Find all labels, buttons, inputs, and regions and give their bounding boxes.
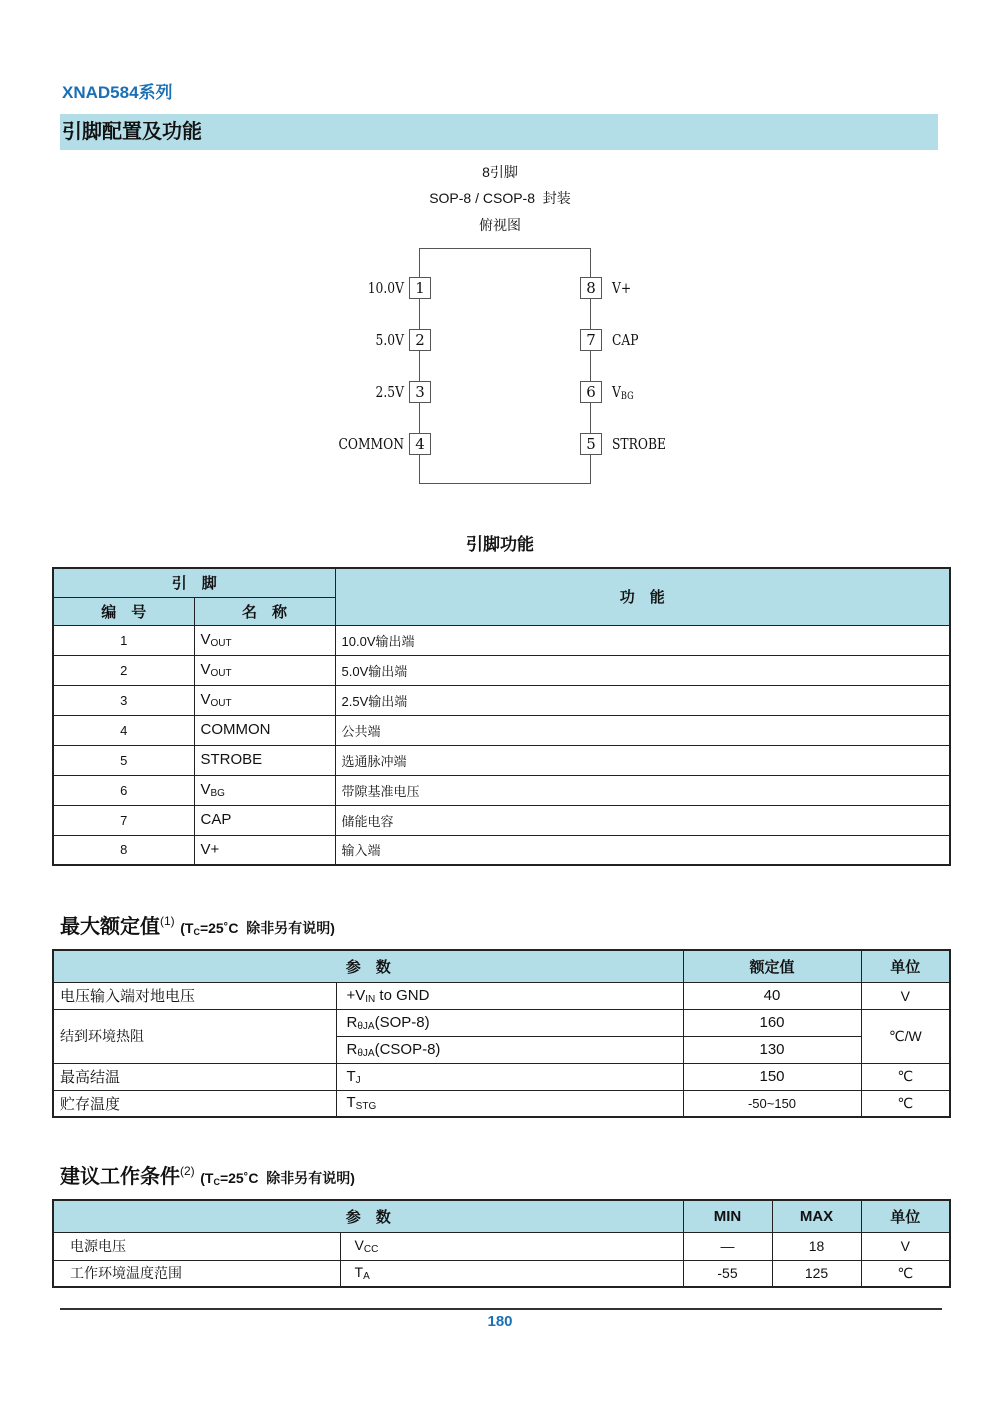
param-unit: ℃ (861, 1063, 950, 1090)
pin-3-box: 3 (409, 381, 431, 403)
table-row (53, 1063, 950, 1090)
header-parameter: 参 数 (53, 950, 683, 982)
table-row (53, 745, 950, 775)
pin-4-box: 4 (409, 433, 431, 455)
pin-name: $V_{OUT}$ (194, 685, 335, 715)
param-name: 贮存温度 (53, 1090, 336, 1117)
pin-function: 带隙基准电压 (335, 775, 950, 805)
pin-function: 10.0V输出端 (335, 625, 950, 655)
table-row (53, 1232, 950, 1260)
pin-name: V+ (194, 835, 335, 865)
header-min: MIN (683, 1200, 772, 1232)
param-name: 电压输入端对地电压 (53, 982, 336, 1009)
param-name: 结到环境热阻 (53, 1009, 336, 1063)
table-row (53, 1260, 950, 1287)
pin-number: 2 (53, 655, 194, 685)
table-row (53, 1009, 950, 1036)
table-row (53, 1090, 950, 1117)
table-row (53, 625, 950, 655)
pin-6-label: $V_{BG}$ (612, 383, 634, 402)
page-number: 180 (487, 1313, 513, 1330)
param-unit: V (861, 982, 950, 1009)
pin-number: 4 (53, 715, 194, 745)
pin-name: COMMON (194, 715, 335, 745)
section-title: 引脚配置及功能 (60, 114, 938, 150)
header-pin-number: 编 号 (53, 597, 194, 625)
pin-2-box: 2 (409, 329, 431, 351)
param-max: 18 (772, 1232, 861, 1260)
table-row (53, 715, 950, 745)
pin-number: 5 (53, 745, 194, 775)
pin-8-box: 8 (580, 277, 602, 299)
param-symbol: $T_J$ (336, 1063, 683, 1090)
param-name: 最高结温 (53, 1063, 336, 1090)
param-min: -55 (683, 1260, 772, 1287)
pin-8-label: V+ (612, 279, 632, 297)
pin-number: 6 (53, 775, 194, 805)
param-name: 工作环境温度范围 (53, 1260, 340, 1287)
param-symbol: $T_A$ (340, 1260, 683, 1287)
table-row (53, 835, 950, 865)
pin-function: 2.5V输出端 (335, 685, 950, 715)
pin-6-box: 6 (580, 381, 602, 403)
table-row (53, 982, 950, 1009)
pin-table-title: 引脚功能 (466, 535, 534, 554)
header-pin-name: 名 称 (194, 597, 335, 625)
table-row (53, 775, 950, 805)
param-value: 160 (683, 1009, 861, 1036)
param-value: -50~150 (683, 1090, 861, 1117)
pin-3-label: 2.5V (375, 383, 404, 401)
pin-name: $V_{BG}$ (194, 775, 335, 805)
chip-outline (419, 248, 591, 484)
param-unit: ℃/W (861, 1009, 950, 1063)
header-function: 功 能 (335, 568, 950, 625)
pin-number: 1 (53, 625, 194, 655)
header-unit: 单位 (861, 950, 950, 982)
param-unit: ℃ (861, 1260, 950, 1287)
pin-5-label: STROBE (612, 435, 667, 453)
pin-5-box: 5 (580, 433, 602, 455)
header-pin: 引 脚 (53, 568, 335, 597)
pin-name: $V_{OUT}$ (194, 655, 335, 685)
pin-1-box: 1 (409, 277, 431, 299)
param-symbol: $+V_{IN}$ to GND (336, 982, 683, 1009)
view-label: 俯视图 (479, 217, 521, 233)
param-symbol: $R_{\theta JA}(CSOP-8)$ (336, 1036, 683, 1063)
pin-2-label: 5.0V (375, 331, 404, 349)
pin-function: 5.0V输出端 (335, 655, 950, 685)
param-value: 130 (683, 1036, 861, 1063)
pin-1-label: 10.0V (367, 279, 404, 297)
param-max: 125 (772, 1260, 861, 1287)
pin-function: 输入端 (335, 835, 950, 865)
header-unit: 单位 (861, 1200, 950, 1232)
footer-divider (60, 1308, 942, 1310)
header-rating: 额定值 (683, 950, 861, 982)
pin-function-table (52, 567, 951, 866)
pin-number: 3 (53, 685, 194, 715)
param-min: — (683, 1232, 772, 1260)
pin-name: $V_{OUT}$ (194, 625, 335, 655)
header-max: MAX (772, 1200, 861, 1232)
pin-count-label: 8引脚 (482, 164, 518, 180)
abs-max-heading: 最大额定值$^{(1)}$ ($T_C=25˚C$ 除非另有说明) (60, 914, 335, 938)
series-title: XNAD584系列 (62, 83, 173, 102)
rec-op-table (52, 1199, 951, 1288)
table-row (53, 685, 950, 715)
param-name: 电源电压 (53, 1232, 340, 1260)
rec-op-heading: 建议工作条件$^{(2)}$ ($T_C=25˚C$ 除非另有说明) (60, 1164, 355, 1188)
param-unit: V (861, 1232, 950, 1260)
pin-name: STROBE (194, 745, 335, 775)
pin-7-box: 7 (580, 329, 602, 351)
pin-7-label: CAP (612, 331, 639, 349)
param-symbol: $V_{CC}$ (340, 1232, 683, 1260)
pin-4-label: COMMON (338, 435, 404, 453)
param-symbol: $R_{\theta JA}(SOP-8)$ (336, 1009, 683, 1036)
header-parameter: 参 数 (53, 1200, 683, 1232)
pin-name: CAP (194, 805, 335, 835)
param-symbol: $T_{STG}$ (336, 1090, 683, 1117)
table-row (53, 655, 950, 685)
table-row (53, 805, 950, 835)
param-unit: ℃ (861, 1090, 950, 1117)
pin-function: 储能电容 (335, 805, 950, 835)
pin-function: 公共端 (335, 715, 950, 745)
pin-function: 选通脉冲端 (335, 745, 950, 775)
abs-max-table (52, 949, 951, 1118)
param-value: 40 (683, 982, 861, 1009)
pin-number: 7 (53, 805, 194, 835)
param-value: 150 (683, 1063, 861, 1090)
package-label: SOP-8 / CSOP-8 封装 (429, 190, 571, 206)
pin-number: 8 (53, 835, 194, 865)
